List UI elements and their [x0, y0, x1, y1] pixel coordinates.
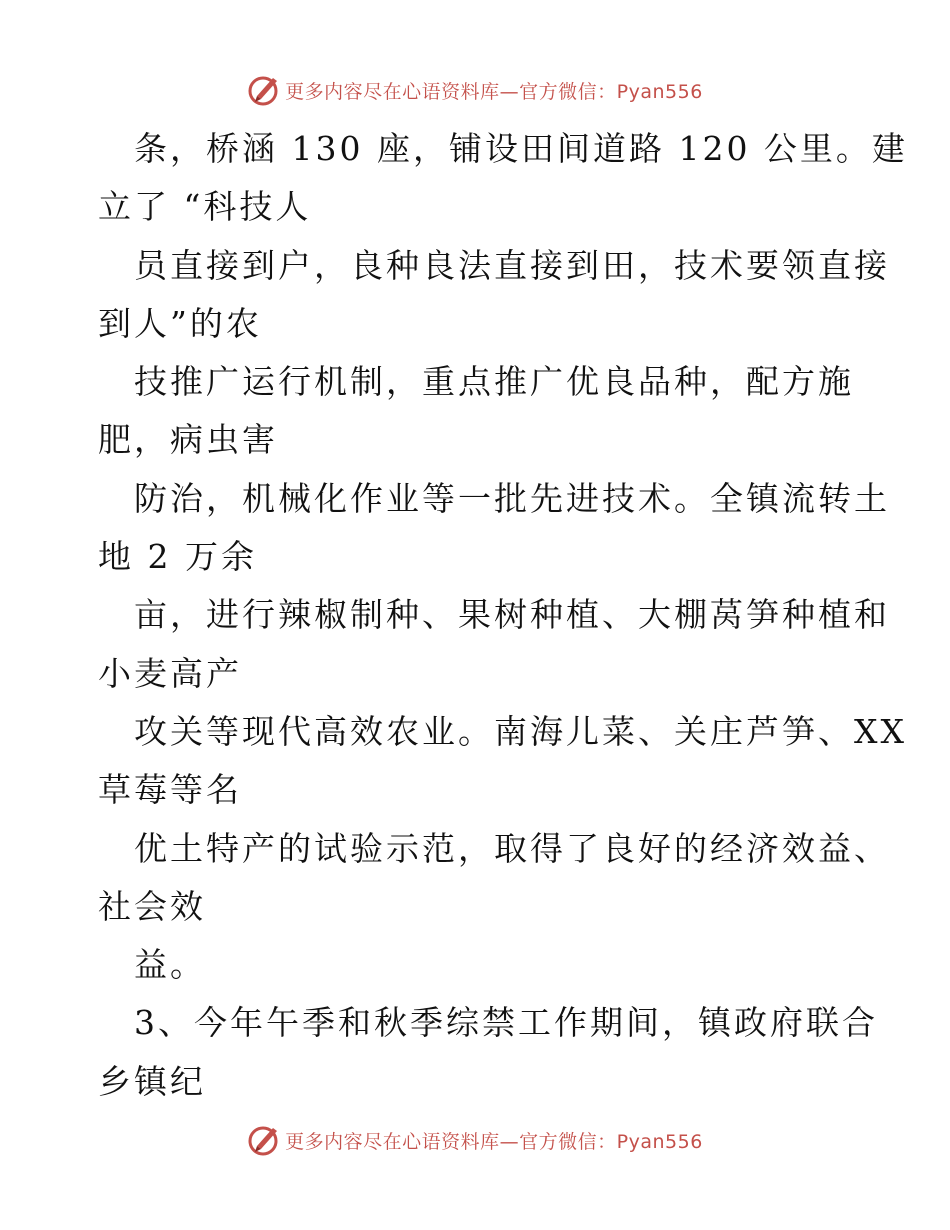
text-line: 肥，病虫害 [98, 420, 278, 460]
text-line: 条，桥涵 130 座，铺设田间道路 120 公里。建 [134, 129, 908, 168]
text-line: 员直接到户，良种良法直接到田，技术要领直接 [134, 245, 890, 285]
text-line: 亩，进行辣椒制种、果树种植、大棚莴笋种植和 [134, 595, 890, 635]
text-line: 技推广运行机制，重点推广优良品种，配方施 [134, 362, 854, 402]
watermark-text: 更多内容尽在心语资料库—官方微信：Pyan556 [285, 80, 703, 103]
text-line: 立了 “科技人 [98, 187, 312, 227]
text-line: 到人”的农 [98, 303, 262, 343]
quill-pen-logo-icon [247, 1122, 283, 1158]
watermark-text: 更多内容尽在心语资料库—官方微信：Pyan556 [285, 1130, 703, 1153]
text-line: 社会效 [98, 886, 206, 926]
quill-pen-logo-icon [247, 72, 283, 108]
text-line: 草莓等名 [98, 770, 242, 810]
text-line: 3、今年午季和秋季综禁工作期间，镇政府联合 [134, 1003, 878, 1043]
text-line: 小麦高产 [98, 653, 242, 693]
header-watermark-banner [0, 70, 950, 110]
document-body-text [98, 120, 908, 1111]
text-line: 乡镇纪 [98, 1061, 206, 1101]
text-line: 防治，机械化作业等一批先进技术。全镇流转土 [134, 478, 890, 518]
text-line: 益。 [134, 945, 206, 985]
text-line: 攻关等现代高效农业。南海儿菜、关庄芦笋、XX [134, 711, 907, 751]
text-line: 优土特产的试验示范，取得了良好的经济效益、 [134, 828, 890, 868]
footer-watermark-banner [0, 1120, 950, 1160]
text-line: 地 2 万余 [98, 537, 257, 577]
